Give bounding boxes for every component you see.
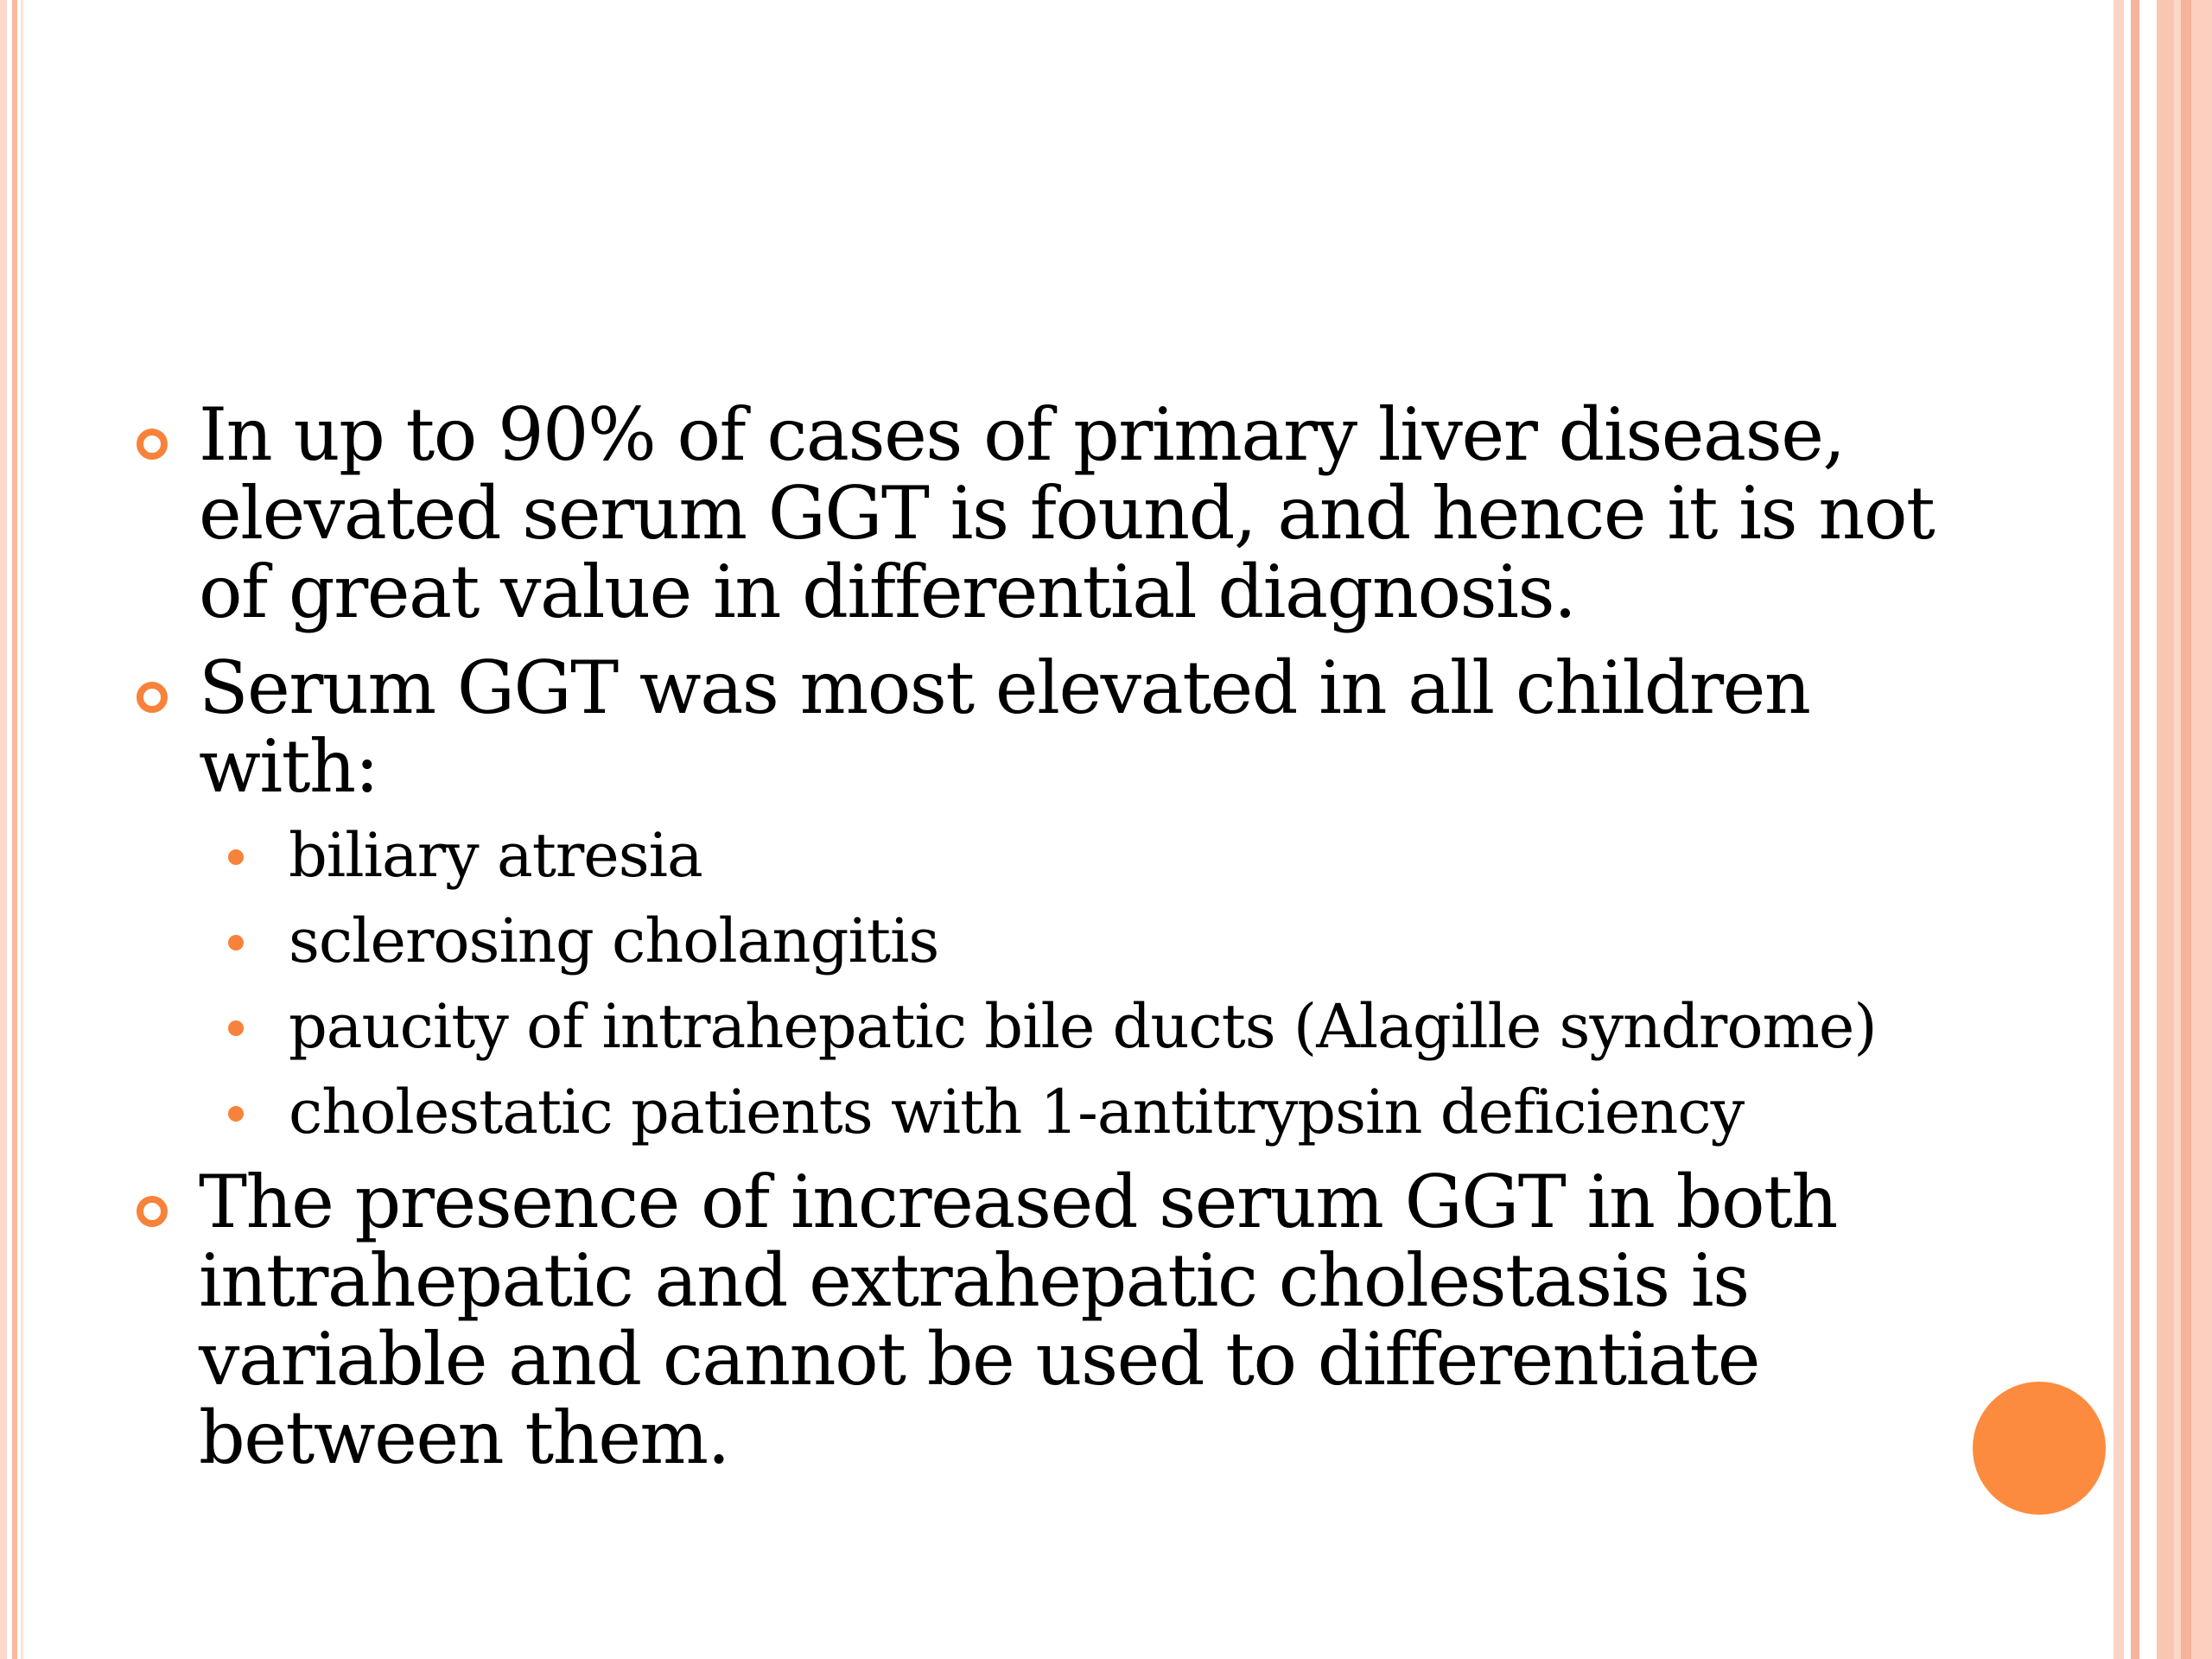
right-border-stripe xyxy=(2139,0,2157,1659)
left-border-stripe xyxy=(0,0,7,1659)
dot-bullet-icon xyxy=(228,1020,244,1036)
slide-body xyxy=(130,392,1961,1495)
sub-bullet-text: paucity of intrahepatic bile ducts (Alagille syndrome) xyxy=(289,991,1877,1062)
ring-bullet-icon xyxy=(137,429,168,460)
right-border-stripe xyxy=(2113,0,2124,1659)
sub-bullet-text: cholestatic patients with 1-antitrypsin deficiency xyxy=(289,1077,1745,1147)
sub-bullet-item xyxy=(130,818,1961,893)
right-border-stripe xyxy=(2131,0,2139,1659)
right-border-stripe xyxy=(2191,0,2212,1659)
right-border-stripe xyxy=(2174,0,2181,1659)
left-border-stripe xyxy=(12,0,17,1659)
bullet-text: Serum GGT was most elevated in all children with: xyxy=(199,645,1810,809)
bullet-text: The presence of increased serum GGT in both intrahepatic and extrahepatic cholestasis is variable and cannot be used to differentiate between them. xyxy=(199,1160,1837,1480)
dot-bullet-icon xyxy=(228,1106,244,1122)
sub-bullet-item xyxy=(130,989,1961,1064)
dot-bullet-icon xyxy=(228,849,244,865)
right-border-stripe xyxy=(2181,0,2191,1659)
bullet-item xyxy=(130,645,1961,809)
right-border-stripe xyxy=(2157,0,2174,1659)
bullet-item xyxy=(130,1160,1961,1480)
sub-bullet-item xyxy=(130,904,1961,978)
sub-bullet-text: biliary atresia xyxy=(289,820,702,891)
left-border-stripe xyxy=(21,0,23,1659)
ring-bullet-icon xyxy=(137,682,168,713)
dot-bullet-icon xyxy=(228,935,244,950)
sub-bullet-text: sclerosing cholangitis xyxy=(289,906,939,976)
bullet-item xyxy=(130,392,1961,634)
sub-bullet-list xyxy=(130,818,1961,1149)
decorative-circle xyxy=(1973,1382,2106,1515)
sub-bullet-item xyxy=(130,1075,1961,1149)
ring-bullet-icon xyxy=(137,1196,168,1227)
bullet-text: In up to 90% of cases of primary liver disease, elevated serum GGT is found, and hence it is not of great value in differential diagnosis. xyxy=(199,392,1935,634)
